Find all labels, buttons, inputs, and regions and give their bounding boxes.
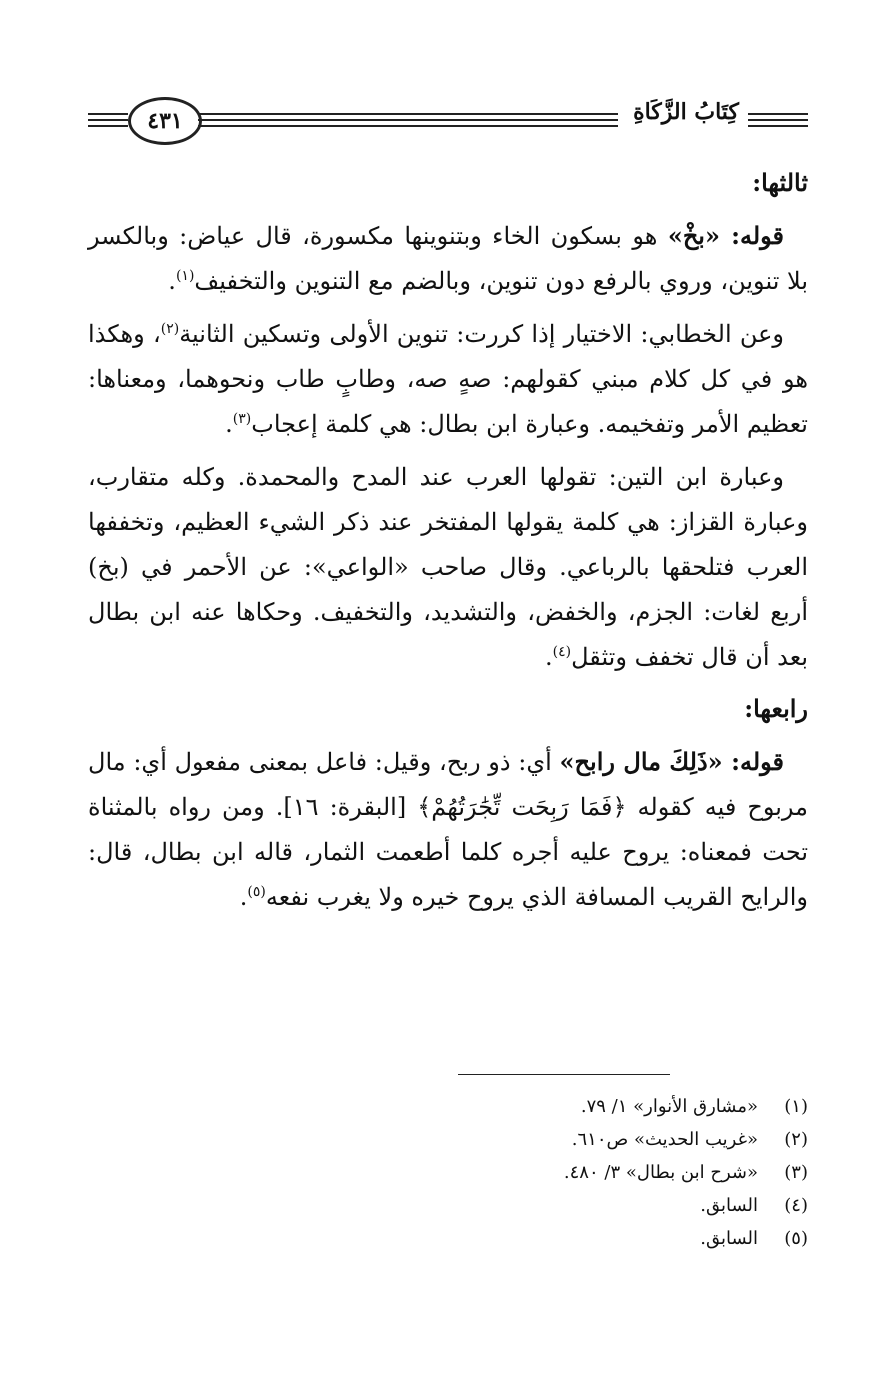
paragraph-text: وعبارة ابن التين: تقولها العرب عند المدح والمحمدة. وكله متقارب، وعبارة القزاز: هي كلمة يقولها المفتخر عند ذكر الشيء العظيم، وتخففها العرب فتلحقها بالرباعي. وقال صاحب «الواعي»: عن الأحمر في (بخ) أربع لغات: الجزم، والخفض، والتشديد، والتخفيف. وحكاها عنه ابن بطال بعد أن قال تخفف وتثقل [88, 463, 808, 671]
footnotes [300, 1090, 808, 1255]
footnote-number: (٤) [784, 1195, 808, 1216]
body-text [88, 160, 808, 920]
header-rule [748, 119, 808, 121]
footnote-item [300, 1222, 808, 1255]
footnote-separator [458, 1074, 670, 1075]
page-header [88, 95, 808, 147]
paragraph-end: . [225, 410, 233, 438]
footnote-item [300, 1189, 808, 1222]
paragraph-text: ، وهكذا هو في كل كلام مبني كقولهم: صهٍ صه، وطابٍ طاب ونحوهما، ومعناها: تعظيم الأمر وتفخيمه. وعبارة ابن بطال: هي كلمة إعجاب [88, 320, 808, 438]
page-number: ٤٣١ [128, 97, 202, 145]
footnote-ref: (٣) [232, 411, 252, 427]
header-rule [198, 125, 618, 127]
header-rule [88, 119, 128, 121]
footnote-text: السابق. [700, 1195, 758, 1216]
paragraph-end: . [545, 643, 553, 671]
footnote-item [300, 1123, 808, 1156]
footnote-number: (١) [784, 1096, 808, 1117]
header-rule [198, 119, 618, 121]
paragraph-text: هو بسكون الخاء وبتنوينها مكسورة، قال عياض: وبالكسر بلا تنوين، وروي بالرفع دون تنوين، وبالضم مع التنوين والتخفيف [88, 222, 808, 295]
footnote-number: (٢) [784, 1129, 808, 1150]
paragraph-end: . [239, 883, 248, 911]
footnote-ref: (٥) [247, 884, 266, 900]
paragraph-2 [88, 312, 808, 447]
section-heading-fourth: رابعها: [744, 694, 808, 723]
paragraph-text: أي: ذو ربح، وقيل: فاعل بمعنى مفعول أي: مال مربوح فيه كقوله ﴿فَمَا رَبِحَت تِّجَٰرَتُهُمْ﴾ [البقرة: ١٦]. ومن رواه بالمثناة تحت فمعناه: يروح عليه أجره كلما أطعمت الثمار، قاله ابن بطال، قال: والرايح القريب المسافة الذي يروح خيره ولا يغرب نفعه [88, 748, 808, 911]
running-title: كِتَابُ الزَّكَاةِ [633, 99, 739, 125]
footnote-ref: (٤) [552, 644, 572, 660]
header-rule [198, 113, 618, 115]
section-heading-third: ثالثها: [752, 168, 808, 197]
header-rule [88, 125, 128, 127]
paragraph-lead: قوله: «بخْ» [667, 221, 784, 250]
footnote-text: «شرح ابن بطال» ٣/ ٤٨٠. [563, 1162, 758, 1183]
paragraph-text: وعن الخطابي: الاختيار إذا كررت: تنوين الأولى وتسكين الثانية [179, 320, 785, 348]
footnote-text: السابق. [700, 1228, 758, 1249]
paragraph-end: . [168, 267, 176, 295]
paragraph-3 [88, 455, 808, 680]
footnote-text: «مشارق الأنوار» ١/ ٧٩. [580, 1096, 758, 1117]
footnote-item [300, 1156, 808, 1189]
footnote-text: «غريب الحديث» ص٦١٠. [571, 1129, 758, 1150]
footnote-ref: (١) [175, 268, 195, 284]
footnote-item [300, 1090, 808, 1123]
footnote-ref: (٢) [160, 321, 180, 337]
header-rule [748, 125, 808, 127]
paragraph-lead: قوله: «ذَلِكَ مال رابح» [559, 747, 784, 776]
paragraph-4 [88, 739, 808, 920]
paragraph-1 [88, 213, 808, 304]
footnote-number: (٥) [784, 1228, 808, 1249]
header-rule [88, 113, 128, 115]
footnote-number: (٣) [784, 1162, 808, 1183]
header-rule [748, 113, 808, 115]
